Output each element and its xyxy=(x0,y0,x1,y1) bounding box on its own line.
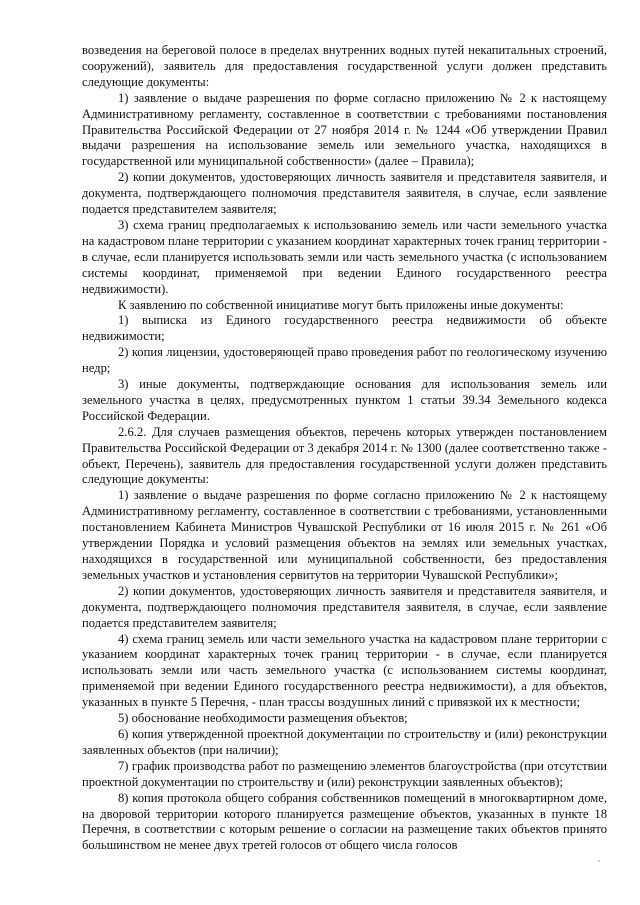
paragraph: 1) выписка из Единого государственного реестра недвижимости об объекте недвижимости; xyxy=(82,313,607,344)
paragraph: К заявлению по собственной инициативе могут быть приложены иные документы: xyxy=(118,297,564,312)
paragraph: 2) копии документов, удостоверяющих личность заявителя и представителя заявителя, и документа, подтверждающего полномочия представителя заявителя, в случае, если заявление подается представителем заявителя; xyxy=(82,170,607,217)
paragraph: 4) схема границ земель или части земельного участка на кадастровом плане территории с указанием координат характерных точек границ территории - в случае, если планируется использовать земли или часть земельного участка (с использованием системы координат, применяемой при ведении Единого государственного реестра недвижимости), а для объектов, указанных в пункте 5 Перечня, - план трассы воздушных линий с привязкой их к местности; xyxy=(82,631,607,710)
paragraph: 2) копия лицензии, удостоверяющей право проведения работ по геологическому изучению недр; xyxy=(82,345,607,376)
paragraph: 1) заявление о выдаче разрешения по форме согласно приложению № 2 к настоящему Административному регламенту, составленное в соответствии с требованиями постановления Правительства Российской Федерации от 27 ноября 2014 г. № 1244 «Об утверждении Правил выдачи разрешения на использование земель или земельного участка, находящихся в государственной или муниципальной собственности» (далее – Правила); xyxy=(82,90,607,169)
paragraph: 8) копия протокола общего собрания собственников помещений в многоквартирном доме, на дворовой территории которого планируется размещение объектов, указанных в пункте 18 Перечня, в соответствии с которым решение о согласии на размещение таких объектов принято большинством не менее двух третей голосов от общего числа голосов xyxy=(82,790,607,853)
paragraph: 1) заявление о выдаче разрешения по форме согласно приложению № 2 к настоящему Административному регламенту, составленное в соответствии с требованиями, установленными постановлением Кабинета Министров Чувашской Республики от 16 июля 2015 г. № 261 «Об утверждении Порядка и условий размещения объектов на землях или земельных участках, находящихся в государственной или муниципальной собственности, без предоставления земельных участков и установления сервитутов на территории Чувашской Республики»; xyxy=(82,488,607,582)
paragraph: 6) копия утвержденной проектной документации по строительству и (или) реконструкции заявленных объектов (при наличии); xyxy=(82,726,607,757)
paragraph: возведения на береговой полосе в пределах внутренних водных путей некапитальных строений, сооружений), заявитель для предоставления государственной услуги должен представить следующие документы: xyxy=(82,43,607,89)
paragraph: 3) схема границ предполагаемых к использованию земель или части земельного участка на кадастровом плане территории с указанием координат характерных точек границ территории - в случае, если планируется использовать земли или часть земельного участка (с использованием системы координат, применяемой при ведении Единого государственного реестра недвижимости). xyxy=(82,217,607,296)
paragraph: 2.6.2. Для случаев размещения объектов, перечень которых утвержден постановлением Правительства Российской Федерации от 3 декабря 2014 г. № 1300 (далее соответственно также - объект, Перечень), заявитель для предоставления государственной услуги должен представить следующие документы: xyxy=(82,424,607,487)
paragraph: 3) иные документы, подтверждающие основания для использования земель или земельного участка в целях, предусмотренных пунктом 1 статьи 39.34 Земельного кодекса Российской Федерации. xyxy=(82,377,607,423)
scan-speck xyxy=(598,860,600,862)
paragraph: 2) копии документов, удостоверяющих личность заявителя и представителя заявителя, и документа, подтверждающего полномочия представителя заявителя, в случае, если заявление подается представителем заявителя; xyxy=(82,583,607,630)
paragraph: 7) график производства работ по размещению элементов благоустройства (при отсутствии проектной документации по строительству и (или) реконструкции заявленных объектов); xyxy=(82,758,607,789)
paragraph: 5) обоснование необходимости размещения объектов; xyxy=(118,711,408,726)
document-body xyxy=(82,43,607,854)
